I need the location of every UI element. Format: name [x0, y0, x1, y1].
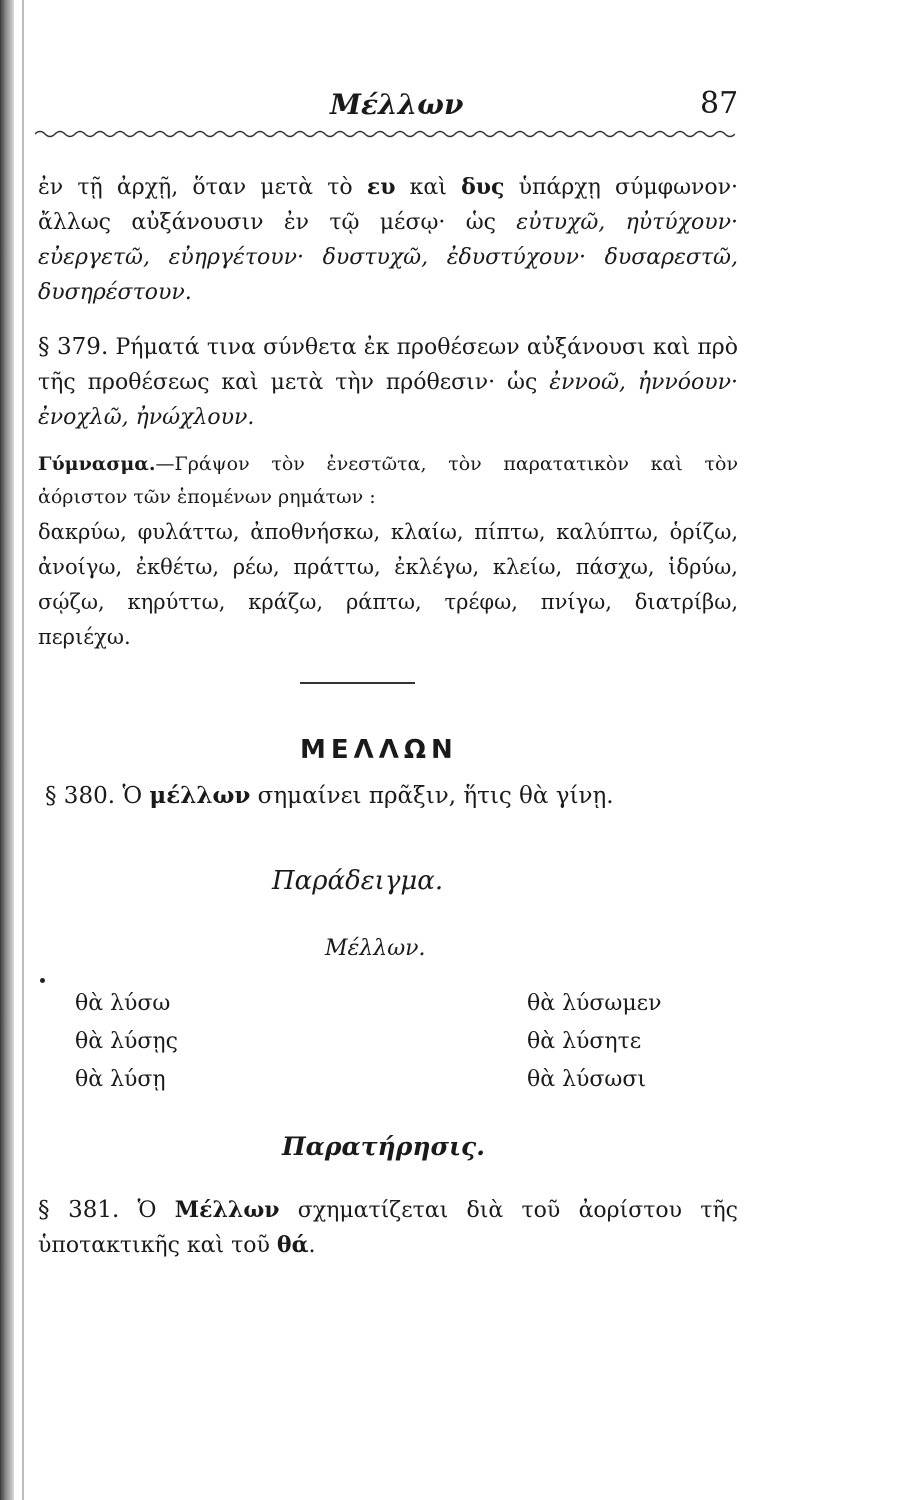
running-header-title: Μέλλων — [330, 88, 464, 121]
paradigm-heading: Παράδειγμα. — [272, 866, 444, 896]
p1-text-e: ὑπάρχῃ σύμφωνον· ἄλλως αὐξάνουσιν ἐν τῷ μέσῳ· ὡς — [38, 175, 739, 235]
conjugation-row: θὰ λύσω — [75, 991, 171, 1016]
page-binding-edge — [0, 0, 14, 1500]
section-381-term: Μέλλων — [174, 1197, 280, 1223]
exercise-label: Γύμνασμα. — [38, 453, 156, 475]
section-381-paragraph — [38, 1193, 738, 1263]
augment-continuation-paragraph — [38, 170, 738, 310]
p1-text-a: ἐν τῇ ἀρχῇ, ὅταν μετὰ τὸ — [38, 175, 367, 200]
exercise-verb-list: δακρύω, φυλάττω, ἀποθνήσκω, κλαίω, πίπτω, καλύπτω, ὁρίζω, ἀνοίγω, ἐκθέτω, ρέω, πράττω, ἐκλέγω, κλείω, πάσχω, ἱδρύω, σῴζω, κηρύττω, κράζω, ράπτω, τρέφω, πνίγω, διατρίβω, περιέχω. — [38, 520, 738, 649]
exercise-paragraph — [38, 448, 738, 514]
section-380-term: μέλλων — [149, 782, 251, 809]
p1-examples: εὐτυχῶ, ηὐτύχουν· εὐεργετῶ, εὐηργέτουν· δυστυχῶ, ἐδυστύχουν· δυσαρεστῶ, δυσηρέστουν. — [38, 210, 738, 305]
page-number: 87 — [700, 86, 739, 121]
page-margin-line — [22, 0, 24, 1500]
stray-dot — [40, 978, 45, 983]
conjugation-row: θὰ λύσωμεν — [527, 991, 662, 1016]
section-381-text-c: σχηματίζεται διὰ τοῦ ἀορίστου τῆς ὑποτακτικῆς καὶ τοῦ — [38, 1198, 738, 1258]
section-379-examples: ἐννοῶ, ἠννόουν· ἐνοχλῶ, ἠνώχλουν. — [38, 370, 738, 430]
section-379-paragraph — [38, 330, 738, 435]
section-380-text-c: σημαίνει πρᾶξιν, ἥτις θὰ γίνῃ. — [250, 783, 614, 809]
section-381-end: . — [308, 1233, 316, 1258]
section-divider — [300, 682, 415, 684]
p1-prefix-dys: δυς — [461, 174, 505, 200]
p1-text-c: καὶ — [395, 175, 462, 200]
section-380-text-a: Ὁ — [115, 783, 150, 809]
section-381-particle: θά — [276, 1232, 309, 1258]
header-wavy-rule — [35, 128, 735, 140]
section-381-number: § 381. — [38, 1197, 120, 1223]
p1-prefix-eu: ευ — [366, 174, 396, 200]
conjugation-singular — [75, 985, 178, 1099]
section-379-number: § 379. — [38, 334, 109, 360]
conjugation-row: θὰ λύσῃς — [75, 1029, 178, 1054]
exercise-instructions: —Γράψον τὸν ἐνεστῶτα, τὸν παρατατικὸν καὶ τὸν ἀόριστον τῶν ἑπομένων ρημάτων : — [38, 453, 738, 508]
tense-heading: Μέλλων. — [325, 936, 426, 961]
conjugation-plural — [527, 985, 661, 1099]
conjugation-row: θὰ λύσῃ — [75, 1067, 166, 1092]
notes-heading: Παρατήρησις. — [282, 1132, 485, 1161]
conjugation-row: θὰ λύσητε — [527, 1029, 642, 1054]
section-379-text: Ρήματά τινα σύνθετα ἐκ προθέσεων αὐξάνουσι καὶ πρὸ τῆς προθέσεως καὶ μετὰ τὴν πρόθεσιν· ὡς — [38, 335, 738, 395]
section-380-paragraph — [45, 778, 735, 814]
section-381-text-a: Ὁ — [119, 1198, 175, 1223]
conjugation-row: θὰ λύσωσι — [527, 1067, 647, 1092]
section-heading-mellon: ΜΕΛΛΩΝ — [300, 735, 458, 765]
section-380-number: § 380. — [45, 783, 116, 809]
